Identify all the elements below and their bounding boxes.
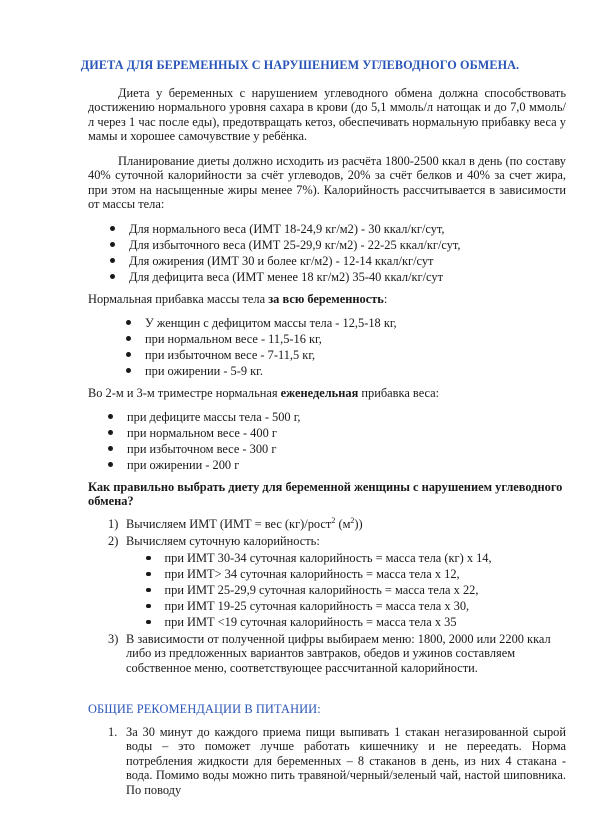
bullet-icon — [146, 588, 151, 593]
intro-paragraph: Диета у беременных с нарушением углеводного обмена должна способствовать достижению нормального уровня сахара в крови (до 5,1 ммоль/л натощак и до 7,0 ммоль/л через 1 час после еды), предотвращать кетоз, обеспечивать нормальную прибавку веса у мамы и хорошее самочувствие у ребёнка. — [88, 86, 566, 144]
total-gain-heading: Нормальная прибавка массы тела за всю беременность: — [88, 292, 388, 306]
rec-1-text: За 30 минут до каждого приема пищи выпивать 1 стакан негазированной сырой воды – это поможет лучше работать кишечнику и не переедать. Норма потребления жидкости для беременных – 8 стаканов в день, из них 4 стакана - вода. Помимо воды можно пить травяной/черный/зеленый чай, настой шиповника. По поводу — [126, 725, 566, 797]
list-item: при ИМТ> 34 суточная калорийность = масса тела х 12, — [146, 567, 460, 581]
section-title: ОБЩИЕ РЕКОМЕНДАЦИИ В ПИТАНИИ: — [88, 702, 321, 716]
bullet-icon — [146, 572, 151, 577]
list-item: при дефиците массы тела - 500 г, — [108, 410, 301, 424]
step-2: 2) Вычисляем суточную калорийность: — [108, 534, 320, 548]
list-item: Для ожирения (ИМТ 30 и более кг/м2) - 12-14 ккал/кг/сут — [110, 254, 433, 268]
list-item: при ИМТ 25-29,9 суточная калорийность = масса тела х 22, — [146, 583, 478, 597]
bullet-icon — [146, 620, 151, 625]
bullet-icon — [110, 258, 115, 263]
list-item: при ИМТ 30-34 суточная калорийность = масса тела (кг) х 14, — [146, 551, 492, 565]
list-item: при нормальном весе - 11,5-16 кг, — [126, 332, 322, 346]
bullet-icon — [126, 368, 131, 373]
bullet-icon — [110, 274, 115, 279]
list-item: при ожирении - 5-9 кг. — [126, 364, 263, 378]
document-title: ДИЕТА ДЛЯ БЕРЕМЕННЫХ С НАРУШЕНИЕМ УГЛЕВОДНОГО ОБМЕНА. — [80, 58, 520, 72]
bullet-icon — [146, 604, 151, 609]
bullet-icon — [146, 556, 151, 561]
bullet-icon — [110, 226, 115, 231]
weekly-gain-heading: Во 2-м и 3-м триместре нормальная еженедельная прибавка веса: — [88, 386, 440, 400]
step-3-text: В зависимости от полученной цифры выбираем меню: 1800, 2000 или 2200 ккал либо из предложенных вариантов завтраков, обедов и ужинов составляем собственное меню, соответствующее рассчитанной калорийности. — [126, 632, 551, 675]
bullet-icon — [110, 242, 115, 247]
question-heading: Как правильно выбрать диету для беременной женщины с нарушением углеводного обмена? — [88, 480, 563, 509]
bullet-icon — [108, 414, 113, 419]
bullet-icon — [126, 352, 131, 357]
list-item: при избыточном весе - 300 г — [108, 442, 276, 456]
list-item: при ИМТ <19 суточная калорийность = масса тела х 35 — [146, 615, 457, 629]
list-item: Для нормального веса (ИМТ 18-24,9 кг/м2) - 30 ккал/кг/сут, — [110, 222, 445, 236]
list-item: при нормальном весе - 400 г — [108, 426, 277, 440]
step-3-number: 3) — [108, 632, 119, 646]
list-item: при ожирении - 200 г — [108, 458, 239, 472]
list-item: Для дефицита веса (ИМТ менее 18 кг/м2) 35-40 ккал/кг/сут — [110, 270, 443, 284]
list-item: У женщин с дефицитом массы тела - 12,5-18 кг, — [126, 316, 397, 330]
step-1: 1) Вычисляем ИМТ (ИМТ = вес (кг)/рост$^2$ $(м^2)$) — [108, 515, 363, 531]
bullet-icon — [108, 446, 113, 451]
rec-1-number: 1. — [108, 725, 118, 739]
list-item: при ИМТ 19-25 суточная калорийность = масса тела х 30, — [146, 599, 469, 613]
planning-paragraph: Планирование диеты должно исходить из расчёта 1800-2500 ккал в день (по составу 40% суточной калорийности за счёт углеводов, 20% за счёт белков и 40% за счет жира, при этом на насыщенные жиры менее 7%). Калорийность рассчитывается в зависимости от массы тела: — [88, 154, 566, 212]
bullet-icon — [108, 462, 113, 467]
bullet-icon — [108, 430, 113, 435]
bullet-icon — [126, 336, 131, 341]
list-item: Для избыточного веса (ИМТ 25-29,9 кг/м2) - 22-25 ккал/кг/сут, — [110, 238, 461, 252]
list-item: при избыточном весе - 7-11,5 кг, — [126, 348, 315, 362]
bullet-icon — [126, 320, 131, 325]
